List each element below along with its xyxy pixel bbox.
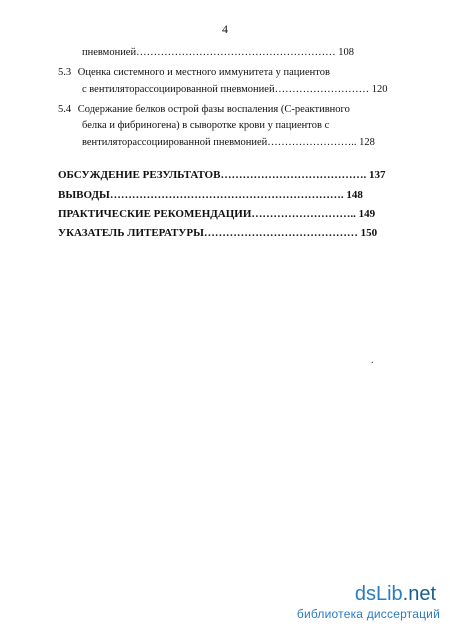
watermark-logo-part1: dsLib	[354, 583, 403, 605]
toc-entry-number: 5.4	[58, 104, 72, 115]
toc-entry-5-3-continuation: с вентиляторассоциированной пневмонией……………………… 120	[82, 84, 388, 95]
toc-section-bibliography: УКАЗАТЕЛЬ ЛИТЕРАТУРЫ…………………………………… 150	[58, 227, 378, 239]
toc-entry-number: 5.3	[58, 67, 72, 78]
watermark-subtitle: библиотека диссертаций	[296, 607, 440, 621]
toc-entry-title: Оценка системного и местного иммунитета у пациентов	[77, 67, 330, 78]
watermark	[283, 583, 448, 625]
toc-entry-5-4-line3: вентиляторассоциированной пневмонией…………………….. 128	[82, 137, 375, 148]
toc-entry-5-4-line2: белка и фибриногена) в сыворотке крови у пациентов с	[82, 120, 330, 131]
watermark-logo-part2: .net	[402, 583, 436, 605]
toc-entry-5-3	[58, 66, 330, 79]
page-number: 4	[222, 22, 228, 36]
watermark-logo	[355, 583, 436, 606]
toc-entry-continuation: пневмонией………………………………………………… 108	[82, 47, 354, 58]
toc-entry-5-4	[58, 103, 350, 116]
toc-section-recommendations: ПРАКТИЧЕСКИЕ РЕКОМЕНДАЦИИ……………………….. 149	[58, 208, 376, 220]
toc-section-discussion: ОБСУЖДЕНИЕ РЕЗУЛЬТАТОВ…………………………………. 137	[58, 169, 386, 181]
toc-section-conclusions: ВЫВОДЫ………………………………………………………. 148	[58, 189, 363, 201]
stray-mark: .	[371, 355, 374, 366]
toc-entry-title: Содержание белков острой фазы воспаления (С-реактивного	[77, 104, 350, 115]
